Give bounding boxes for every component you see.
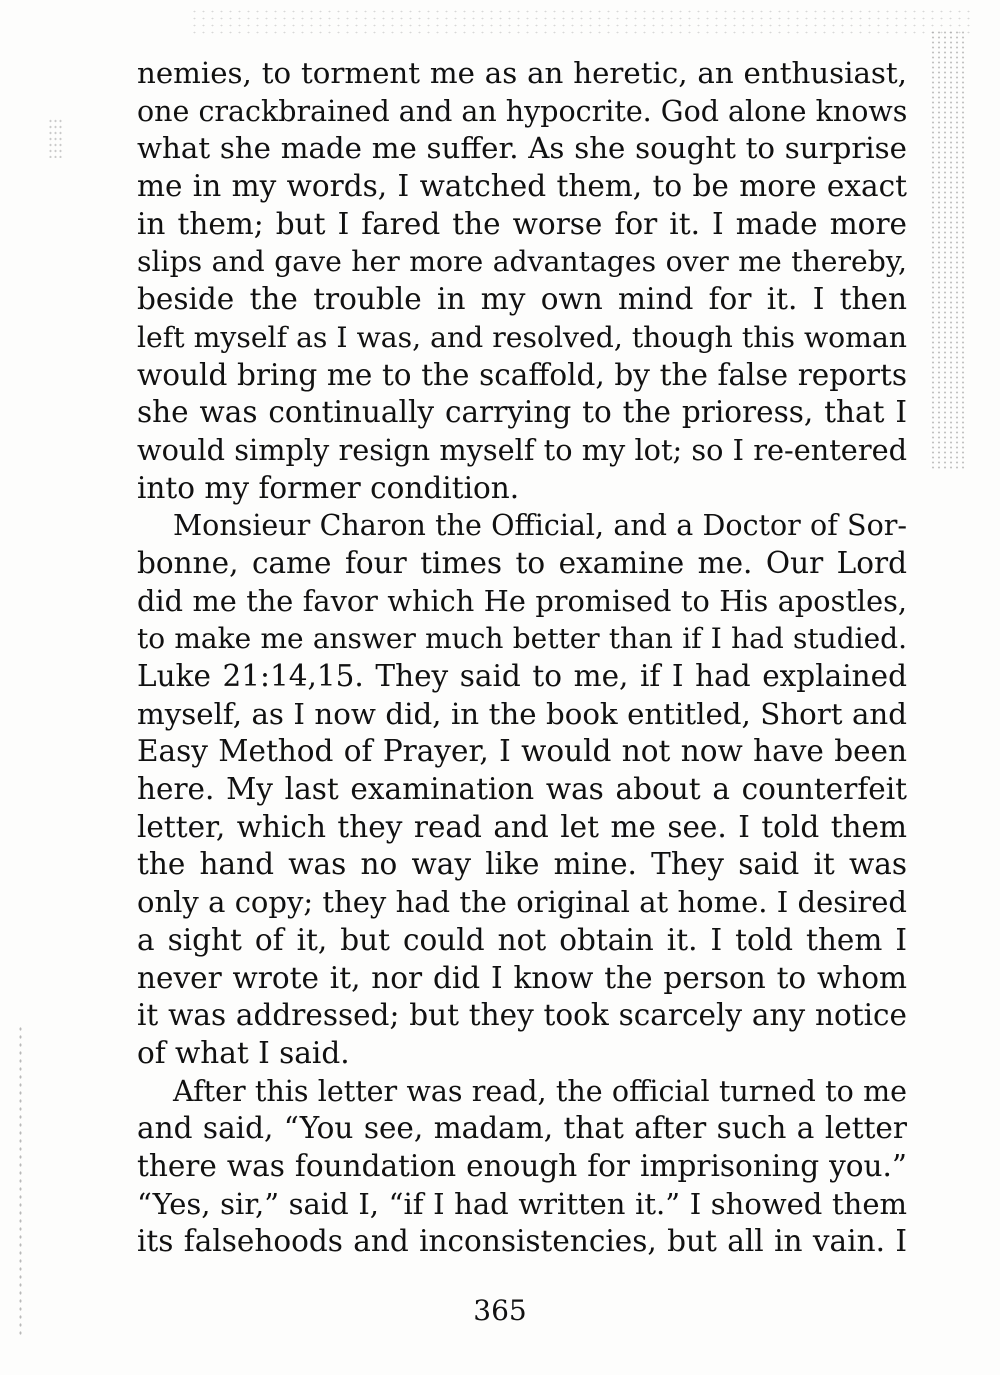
text-line: Easy Method of Prayer, I would not now have been [137,734,907,769]
scan-noise-left-edge [18,1025,24,1335]
text-line: only a copy; they had the original at home. I desired [137,885,907,920]
text-line: there was foundation enough for imprisoning you.” [137,1148,907,1183]
text-line: letter, which they read and let me see. I told them [137,809,907,844]
text-line: would simply resign myself to my lot; so I re-entered [137,432,907,467]
text-line: one crackbrained and an hypocrite. God alone knows [137,94,908,128]
text-line: beside the trouble in my own mind for it. I then [137,282,907,317]
scan-noise-top [190,8,970,38]
text-line: Luke 21:14,15. They said to me, if I had explained [137,659,907,693]
text-line: would bring me to the scaffold, by the false reports [137,357,907,392]
text-line: what she made me suffer. As she sought to surprise [137,131,907,166]
text-line: the hand was no way like mine. They said it was [137,847,907,882]
text-line: she was continually carrying to the prioress, that I [137,395,907,430]
paragraph-2 [137,507,907,1072]
scan-noise-right [930,30,966,470]
text-line: in them; but I fared the worse for it. I made more [137,206,907,241]
text-line: Monsieur Charon the Official, and a Doctor of Sor- [173,509,907,543]
text-line: myself, as I now did, in the book entitled, Short and [137,696,907,731]
page-number: 365 [473,1294,527,1327]
text-line: into my former condition. [137,470,520,505]
text-line: After this letter was read, the official turned to me [173,1074,907,1108]
text-line: here. My last examination was about a counterfeit [137,772,907,807]
scan-noise-left [48,118,64,158]
text-line: “Yes, sir,” said I, “if I had written it.” I showed them [137,1186,907,1221]
text-line: it was addressed; but they took scarcely any notice [137,998,907,1033]
text-line: nemies, to torment me as an heretic, an enthusiast, [137,56,907,90]
text-line: of what I said. [137,1035,350,1070]
text-line: a sight of it, but could not obtain it. I told them I [137,922,907,957]
body-text [137,55,907,1261]
text-line: to make me answer much better than if I had studied. [137,622,907,656]
paragraph-3 [137,1073,907,1261]
text-line: bonne, came four times to examine me. Our Lord [137,545,907,580]
text-line: me in my words, I watched them, to be more exact [137,169,907,204]
text-line: slips and gave her more advantages over me thereby, [137,245,907,279]
text-line: and said, “You see, madam, that after such a letter [137,1111,907,1146]
text-line: left myself as I was, and resolved, though this woman [137,320,907,354]
text-line: never wrote it, nor did I know the person to whom [137,960,907,995]
text-line: its falsehoods and inconsistencies, but all in vain. I [137,1224,907,1259]
text-line: did me the favor which He promised to His apostles, [137,583,907,618]
paragraph-1 [137,55,907,507]
